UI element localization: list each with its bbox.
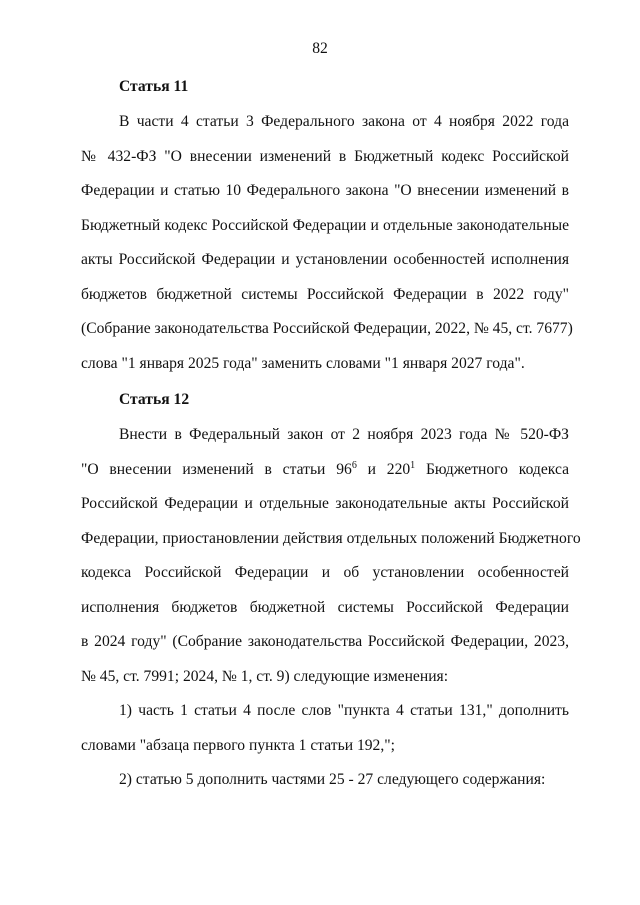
text-line: 1) часть 1 статьи 4 после слов "пункта 4 статьи 131," дополнить: [119, 702, 569, 719]
text-line: (Собрание законодательства Российской Федерации, 2022, № 45, ст. 7677): [81, 320, 573, 337]
superscript: 1: [410, 459, 416, 471]
text-line-with-superscripts: [81, 453, 569, 488]
text-line: исполнения бюджетов бюджетной системы Российской Федерации: [81, 598, 569, 616]
article-12-heading: Статья 12: [119, 391, 190, 408]
amendment-item-1: [81, 694, 569, 763]
text-line: Федерации и статью 10 Федерального закона "О внесении изменений в: [81, 182, 569, 199]
text-line: Российской Федерации и отдельные законодательные акты Российской: [81, 495, 569, 512]
text-line: № 45, ст. 7991; 2024, № 1, ст. 9) следующие изменения:: [81, 667, 449, 685]
article-11-heading: Статья 11: [119, 78, 189, 95]
text-line: В части 4 статьи 3 Федерального закона от 4 ноября 2022 года: [119, 113, 569, 130]
text-line: бюджетов бюджетной системы Российской Федерации в 2022 году": [81, 285, 569, 303]
text-fragment: "О внесении изменений в статьи 96: [81, 460, 352, 478]
text-line: № 432-ФЗ "О внесении изменений в Бюджетный кодекс Российской: [81, 147, 569, 165]
text-line: в 2024 году" (Собрание законодательства Российской Федерации, 2023,: [81, 633, 569, 650]
article-11-paragraph: [81, 105, 573, 381]
text-line: кодекса Российской Федерации и об установлении особенностей: [81, 564, 569, 581]
text-fragment: и 220: [356, 460, 411, 478]
article-12-paragraph: [81, 418, 581, 694]
amendment-item-2: [81, 763, 569, 798]
text-line: акты Российской Федерации и установлении особенностей исполнения: [81, 251, 569, 268]
superscript: 6: [351, 459, 357, 471]
text-fragment: Бюджетного кодекса: [415, 460, 569, 478]
page-number: 82: [312, 40, 328, 57]
text-line: словами "абзаца первого пункта 1 статьи 192,";: [81, 736, 395, 754]
text-line: слова "1 января 2025 года" заменить словами "1 января 2027 года".: [81, 354, 525, 372]
text-line: Внести в Федеральный закон от 2 ноября 2023 года № 520-ФЗ: [119, 426, 569, 443]
text-line: Федерации, приостановлении действия отдельных положений Бюджетного: [81, 529, 581, 547]
text-line: 2) статью 5 дополнить частями 25 - 27 следующего содержания:: [119, 771, 546, 788]
text-line: Бюджетный кодекс Российской Федерации и отдельные законодательные: [81, 216, 569, 234]
